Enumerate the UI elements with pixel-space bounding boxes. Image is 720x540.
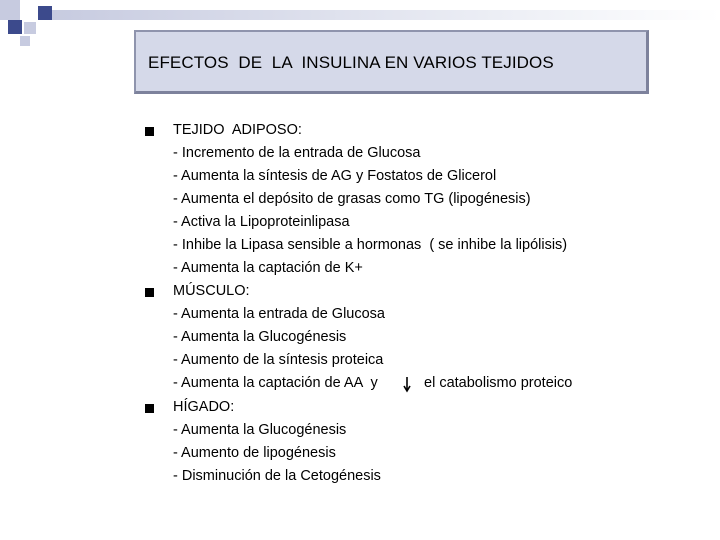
deco-square — [24, 22, 36, 34]
arrow-down-icon — [402, 375, 412, 395]
page-title: EFECTOS DE LA INSULINA EN VARIOS TEJIDOS — [148, 53, 554, 72]
list-item: - Aumenta el depósito de grasas como TG (lipogénesis) — [173, 191, 531, 207]
section-heading: HÍGADO: — [173, 399, 235, 415]
list-item: - Aumenta la Glucogénesis — [173, 422, 347, 438]
deco-band — [52, 10, 720, 20]
list-item: - Aumenta la entrada de Glucosa — [173, 306, 385, 322]
section-heading: TEJIDO ADIPOSO: — [173, 122, 302, 138]
list-item: - Aumenta la Glucogénesis — [173, 329, 347, 345]
square-bullet-icon — [145, 127, 154, 136]
deco-square — [8, 20, 22, 34]
list-item: - Aumenta la captación de AA y — [173, 375, 378, 391]
title-box — [134, 30, 649, 94]
deco-square — [38, 6, 52, 20]
deco-square — [20, 0, 38, 20]
list-item: - Inhibe la Lipasa sensible a hormonas ( se inhibe la lipólisis) — [173, 237, 568, 253]
deco-square — [20, 36, 30, 46]
section-heading: MÚSCULO: — [173, 283, 250, 299]
list-item: - Aumenta la captación de K+ — [173, 260, 363, 276]
list-item: - Incremento de la entrada de Glucosa — [173, 145, 421, 161]
list-item: - Disminución de la Cetogénesis — [173, 468, 381, 484]
list-item-continuation: el catabolismo proteico — [424, 375, 573, 391]
list-item: - Aumento de lipogénesis — [173, 445, 336, 461]
deco-square — [0, 0, 20, 20]
list-item: - Aumenta la síntesis de AG y Fostatos de Glicerol — [173, 168, 497, 184]
list-item: - Activa la Lipoproteinlipasa — [173, 214, 350, 230]
square-bullet-icon — [145, 404, 154, 413]
list-item: - Aumento de la síntesis proteica — [173, 352, 384, 368]
square-bullet-icon — [145, 288, 154, 297]
